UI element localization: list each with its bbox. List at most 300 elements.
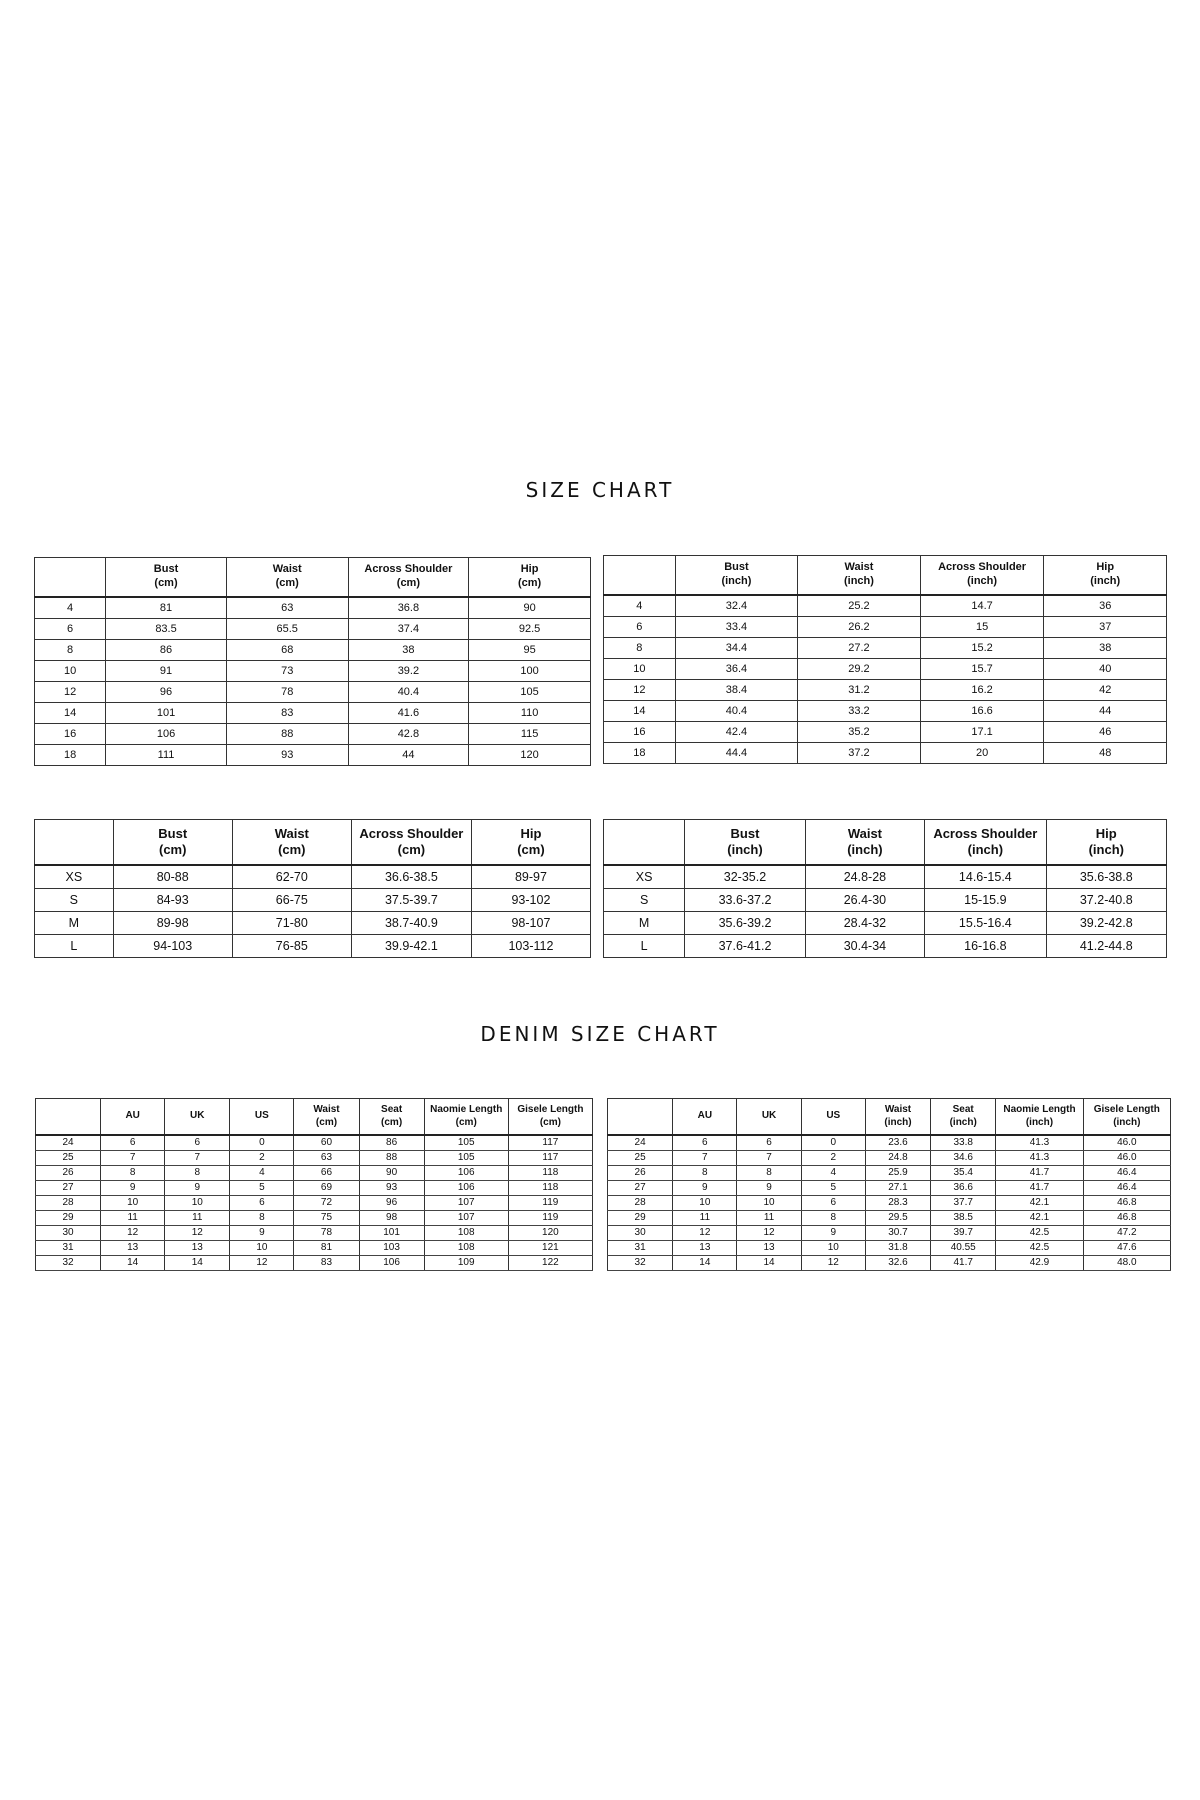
table-row	[608, 1166, 1171, 1181]
column-header-label: Waist	[847, 825, 883, 841]
table-cell: 36.6-38.5	[351, 865, 471, 889]
size-label-cell: 30	[36, 1226, 101, 1241]
table-cell: 37.2-40.8	[1046, 889, 1166, 912]
table-cell: 11	[101, 1211, 165, 1226]
column-header	[737, 1099, 801, 1136]
column-header-label: Across Shoulder	[359, 825, 464, 841]
table-cell: 40	[1044, 659, 1167, 680]
table-cell: 94-103	[113, 935, 232, 958]
table-cell: 33.8	[931, 1135, 996, 1151]
table-cell: 83	[294, 1256, 359, 1271]
column-header	[801, 1099, 865, 1136]
header-row	[35, 820, 591, 866]
table-cell: 9	[801, 1226, 865, 1241]
table-cell: 39.9-42.1	[351, 935, 471, 958]
table-row	[35, 865, 591, 889]
table-cell: 38.5	[931, 1211, 996, 1226]
table-cell: 41.2-44.8	[1046, 935, 1166, 958]
column-header-label: UK	[190, 1110, 205, 1122]
table-cell: 36.8	[348, 597, 469, 619]
column-header-label: AU	[125, 1110, 140, 1122]
table-cell: 42.8	[348, 724, 469, 745]
table-cell: 42.5	[996, 1241, 1083, 1256]
column-header-unit: (inch)	[1088, 842, 1124, 857]
table-cell: 6	[801, 1196, 865, 1211]
column-header-unit: (cm)	[396, 577, 421, 589]
table-cell: 26.4-30	[805, 889, 924, 912]
column-header-label: Naomie Length	[1003, 1104, 1076, 1115]
column-header-unit: (cm)	[381, 1116, 403, 1128]
column-header	[805, 820, 924, 866]
table-row	[35, 682, 591, 703]
column-header-unit: (inch)	[727, 842, 763, 857]
table-cell: 4	[230, 1166, 294, 1181]
column-header-label: Gisele Length	[1093, 1104, 1160, 1115]
table-cell: 6	[101, 1135, 165, 1151]
table-cell: 75	[294, 1211, 359, 1226]
column-header-label: Waist	[884, 1104, 912, 1115]
table-cell: 42.4	[675, 722, 798, 743]
table-cell: 35.4	[931, 1166, 996, 1181]
size-label-cell: L	[35, 935, 114, 958]
table-cell: 80-88	[113, 865, 232, 889]
table-cell: 63	[294, 1151, 359, 1166]
column-header-label: Hip	[520, 563, 539, 576]
table-row	[608, 1196, 1171, 1211]
table-cell: 8	[165, 1166, 230, 1181]
size-label-cell: 12	[35, 682, 106, 703]
table-row	[35, 724, 591, 745]
size-chart-title: SIZE CHART	[525, 478, 675, 502]
table-cell: 9	[737, 1181, 801, 1196]
column-header-unit: (cm)	[455, 1116, 477, 1128]
table-cell: 30.4-34	[805, 935, 924, 958]
table-cell: 12	[801, 1256, 865, 1271]
column-header	[36, 1099, 101, 1136]
column-header-unit: (cm)	[517, 842, 545, 857]
column-header	[865, 1099, 930, 1136]
table-cell: 6	[165, 1135, 230, 1151]
table-cell: 88	[226, 724, 348, 745]
table-cell: 118	[508, 1181, 592, 1196]
table-cell: 89-98	[113, 912, 232, 935]
table-cell: 23.6	[865, 1135, 930, 1151]
size-label-cell: M	[35, 912, 114, 935]
table-cell: 107	[424, 1211, 508, 1226]
table-cell: 4	[801, 1166, 865, 1181]
table-row	[36, 1196, 593, 1211]
table-cell: 34.6	[931, 1151, 996, 1166]
table-cell: 101	[106, 703, 227, 724]
table-cell: 41.7	[996, 1181, 1083, 1196]
column-header-unit: (cm)	[315, 1116, 338, 1128]
table-cell: 38.7-40.9	[351, 912, 471, 935]
column-header-label: Hip	[1095, 825, 1117, 841]
size-label-cell: 4	[35, 597, 106, 619]
column-header	[798, 556, 921, 596]
table-cell: 32.4	[675, 595, 798, 617]
table-row	[35, 745, 591, 766]
size-label-cell: 26	[36, 1166, 101, 1181]
table-cell: 117	[508, 1151, 592, 1166]
table-cell: 8	[801, 1211, 865, 1226]
size-label-cell: S	[604, 889, 685, 912]
table-cell: 40.4	[675, 701, 798, 722]
size-label-cell: 4	[604, 595, 676, 617]
column-header-unit: (inch)	[949, 1116, 977, 1128]
table-cell: 16.2	[920, 680, 1044, 701]
table-cell: 14	[165, 1256, 230, 1271]
table-cell: 15.5-16.4	[925, 912, 1046, 935]
table-row	[36, 1166, 593, 1181]
column-header	[508, 1099, 592, 1136]
size-label-cell: 28	[608, 1196, 673, 1211]
column-header-unit: (cm)	[159, 842, 187, 857]
column-header	[165, 1099, 230, 1136]
table-cell: 105	[469, 682, 591, 703]
table-cell: 27.2	[798, 638, 921, 659]
size-label-cell: 10	[35, 661, 106, 682]
table-row	[604, 743, 1167, 764]
size-label-cell: 26	[608, 1166, 673, 1181]
column-header-label: Hip	[520, 825, 542, 841]
table-cell: 31.2	[798, 680, 921, 701]
table-cell: 109	[424, 1256, 508, 1271]
column-header-label: Naomie Length	[430, 1104, 503, 1115]
table-cell: 13	[165, 1241, 230, 1256]
table-cell: 37.5-39.7	[351, 889, 471, 912]
table-cell: 105	[424, 1151, 508, 1166]
table-cell: 68	[226, 640, 348, 661]
table-cell: 29.5	[865, 1211, 930, 1226]
table-cell: 119	[508, 1196, 592, 1211]
table-cell: 24.8-28	[805, 865, 924, 889]
table-cell: 96	[106, 682, 227, 703]
column-header-label: Bust	[724, 561, 749, 574]
size-label-cell: 25	[608, 1151, 673, 1166]
table-cell: 108	[424, 1226, 508, 1241]
table-cell: 17.1	[920, 722, 1044, 743]
table-cell: 25.9	[865, 1166, 930, 1181]
size-label-cell: XS	[604, 865, 685, 889]
table-cell: 12	[165, 1226, 230, 1241]
table-row	[35, 640, 591, 661]
table-cell: 11	[673, 1211, 737, 1226]
table-cell: 42	[1044, 680, 1167, 701]
table-cell: 15.7	[920, 659, 1044, 680]
table-cell: 103-112	[471, 935, 590, 958]
column-header-label: Seat	[381, 1104, 403, 1115]
column-header-unit: (inch)	[721, 575, 752, 587]
table-cell: 84-93	[113, 889, 232, 912]
table-cell: 93	[359, 1181, 424, 1196]
size-label-cell: 30	[608, 1226, 673, 1241]
table-cell: 101	[359, 1226, 424, 1241]
column-header-label: Bust	[158, 825, 188, 841]
table-row	[608, 1226, 1171, 1241]
size-label-cell: 27	[608, 1181, 673, 1196]
table-cell: 11	[165, 1211, 230, 1226]
table-cell: 90	[359, 1166, 424, 1181]
table-row	[604, 889, 1167, 912]
header-row	[608, 1099, 1171, 1136]
column-header	[604, 556, 676, 596]
table-cell: 10	[737, 1196, 801, 1211]
table-cell: 93-102	[471, 889, 590, 912]
table-row	[35, 912, 591, 935]
size-label-cell: 12	[604, 680, 676, 701]
table-cell: 42.9	[996, 1256, 1083, 1271]
table-cell: 117	[508, 1135, 592, 1151]
table-cell: 46.4	[1083, 1181, 1170, 1196]
table-cell: 39.2-42.8	[1046, 912, 1166, 935]
size-label-cell: 32	[608, 1256, 673, 1271]
column-header-unit: (cm)	[539, 1116, 561, 1128]
table-cell: 46.0	[1083, 1135, 1170, 1151]
table-row	[604, 865, 1167, 889]
numeric-size-inch-table	[603, 555, 1167, 764]
table-cell: 6	[230, 1196, 294, 1211]
table-cell: 119	[508, 1211, 592, 1226]
table-row	[35, 661, 591, 682]
table-row	[35, 597, 591, 619]
table-cell: 28.3	[865, 1196, 930, 1211]
column-header-label: Waist	[274, 825, 309, 841]
column-header	[604, 820, 685, 866]
table-cell: 41.3	[996, 1151, 1083, 1166]
table-cell: 47.2	[1083, 1226, 1170, 1241]
size-label-cell: 31	[36, 1241, 101, 1256]
table-row	[604, 638, 1167, 659]
column-header	[35, 558, 106, 598]
table-cell: 20	[920, 743, 1044, 764]
table-cell: 15-15.9	[925, 889, 1046, 912]
table-cell: 8	[230, 1211, 294, 1226]
table-cell: 10	[801, 1241, 865, 1256]
table-row	[604, 935, 1167, 958]
column-header	[925, 820, 1046, 866]
table-cell: 33.4	[675, 617, 798, 638]
column-header-unit: (cm)	[154, 577, 178, 589]
column-header-label: Seat	[952, 1104, 974, 1115]
column-header-label: Gisele Length	[517, 1104, 584, 1115]
column-header	[685, 820, 805, 866]
size-label-cell: 6	[604, 617, 676, 638]
table-cell: 14	[737, 1256, 801, 1271]
column-header-unit: (inch)	[1090, 575, 1121, 587]
column-header	[1046, 820, 1166, 866]
alpha-size-cm-table	[34, 819, 591, 958]
table-cell: 96	[359, 1196, 424, 1211]
table-cell: 40.55	[931, 1241, 996, 1256]
table-row	[608, 1135, 1171, 1151]
table-cell: 66-75	[232, 889, 351, 912]
table-cell: 14.6-15.4	[925, 865, 1046, 889]
size-label-cell: 10	[604, 659, 676, 680]
table-cell: 0	[230, 1135, 294, 1151]
column-header	[101, 1099, 165, 1136]
table-cell: 41.7	[931, 1256, 996, 1271]
table-cell: 48	[1044, 743, 1167, 764]
size-label-cell: 8	[604, 638, 676, 659]
column-header-unit: (cm)	[517, 577, 542, 589]
table-cell: 10	[101, 1196, 165, 1211]
table-cell: 25.2	[798, 595, 921, 617]
table-cell: 47.6	[1083, 1241, 1170, 1256]
denim-size-chart-title: DENIM SIZE CHART	[480, 1022, 720, 1046]
table-cell: 9	[101, 1181, 165, 1196]
table-cell: 72	[294, 1196, 359, 1211]
table-cell: 11	[737, 1211, 801, 1226]
denim-size-cm-table	[35, 1098, 593, 1271]
size-label-cell: 29	[36, 1211, 101, 1226]
table-cell: 106	[359, 1256, 424, 1271]
table-cell: 69	[294, 1181, 359, 1196]
column-header-label: UK	[761, 1110, 777, 1122]
header-row	[604, 556, 1167, 596]
column-header	[226, 558, 348, 598]
table-cell: 8	[101, 1166, 165, 1181]
column-header	[230, 1099, 294, 1136]
table-cell: 46	[1044, 722, 1167, 743]
table-cell: 15	[920, 617, 1044, 638]
table-cell: 10	[230, 1241, 294, 1256]
table-cell: 44	[1044, 701, 1167, 722]
table-cell: 31.8	[865, 1241, 930, 1256]
table-row	[608, 1151, 1171, 1166]
table-cell: 105	[424, 1135, 508, 1151]
alpha-size-inch-table	[603, 819, 1167, 958]
column-header-label: Waist	[272, 563, 302, 576]
table-cell: 41.6	[348, 703, 469, 724]
table-row	[604, 701, 1167, 722]
size-label-cell: 8	[35, 640, 106, 661]
column-header	[931, 1099, 996, 1136]
column-header-unit: (inch)	[1113, 1116, 1141, 1128]
table-cell: 78	[294, 1226, 359, 1241]
table-cell: 63	[226, 597, 348, 619]
column-header-unit: (inch)	[1025, 1116, 1054, 1128]
size-label-cell: XS	[35, 865, 114, 889]
table-cell: 106	[424, 1181, 508, 1196]
table-row	[35, 889, 591, 912]
table-cell: 37	[1044, 617, 1167, 638]
table-cell: 32.6	[865, 1256, 930, 1271]
table-cell: 78	[226, 682, 348, 703]
table-cell: 36	[1044, 595, 1167, 617]
table-cell: 13	[101, 1241, 165, 1256]
table-cell: 73	[226, 661, 348, 682]
table-cell: 7	[101, 1151, 165, 1166]
table-cell: 0	[801, 1135, 865, 1151]
table-row	[35, 619, 591, 640]
size-label-cell: L	[604, 935, 685, 958]
table-cell: 29.2	[798, 659, 921, 680]
table-cell: 111	[106, 745, 227, 766]
column-header	[673, 1099, 737, 1136]
table-cell: 37.7	[931, 1196, 996, 1211]
table-cell: 81	[294, 1241, 359, 1256]
table-cell: 24.8	[865, 1151, 930, 1166]
table-row	[608, 1211, 1171, 1226]
table-cell: 39.2	[348, 661, 469, 682]
table-cell: 26.2	[798, 617, 921, 638]
column-header-unit: (inch)	[884, 1116, 912, 1128]
table-cell: 9	[673, 1181, 737, 1196]
column-header-unit: (inch)	[967, 842, 1004, 857]
column-header-unit: (inch)	[967, 575, 998, 587]
table-cell: 103	[359, 1241, 424, 1256]
table-cell: 5	[801, 1181, 865, 1196]
table-cell: 33.6-37.2	[685, 889, 805, 912]
table-cell: 32-35.2	[685, 865, 805, 889]
table-row	[36, 1226, 593, 1241]
table-cell: 35.6-39.2	[685, 912, 805, 935]
table-row	[604, 680, 1167, 701]
column-header-label: Across Shoulder	[364, 563, 453, 576]
table-cell: 7	[737, 1151, 801, 1166]
table-cell: 65.5	[226, 619, 348, 640]
table-cell: 46.4	[1083, 1166, 1170, 1181]
table-cell: 5	[230, 1181, 294, 1196]
column-header	[424, 1099, 508, 1136]
column-header	[608, 1099, 673, 1136]
table-cell: 106	[424, 1166, 508, 1181]
table-cell: 62-70	[232, 865, 351, 889]
table-cell: 16.6	[920, 701, 1044, 722]
table-cell: 98	[359, 1211, 424, 1226]
table-cell: 46.8	[1083, 1196, 1170, 1211]
column-header-unit: (cm)	[275, 577, 299, 589]
numeric-size-cm-table	[34, 557, 591, 766]
column-header	[920, 556, 1044, 596]
table-cell: 38	[348, 640, 469, 661]
size-label-cell: 31	[608, 1241, 673, 1256]
column-header	[469, 558, 591, 598]
column-header	[106, 558, 227, 598]
table-cell: 37.2	[798, 743, 921, 764]
table-cell: 28.4-32	[805, 912, 924, 935]
table-cell: 90	[469, 597, 591, 619]
table-row	[604, 659, 1167, 680]
size-label-cell: 27	[36, 1181, 101, 1196]
table-cell: 35.2	[798, 722, 921, 743]
table-cell: 44.4	[675, 743, 798, 764]
table-cell: 12	[673, 1226, 737, 1241]
size-label-cell: 24	[608, 1135, 673, 1151]
table-cell: 42.1	[996, 1196, 1083, 1211]
table-row	[36, 1256, 593, 1271]
table-cell: 83.5	[106, 619, 227, 640]
size-label-cell: 14	[604, 701, 676, 722]
column-header-label: Hip	[1096, 561, 1115, 574]
column-header-unit: (inch)	[843, 575, 874, 587]
size-label-cell: 14	[35, 703, 106, 724]
table-cell: 9	[165, 1181, 230, 1196]
table-cell: 10	[165, 1196, 230, 1211]
table-cell: 71-80	[232, 912, 351, 935]
table-cell: 9	[230, 1226, 294, 1241]
table-cell: 46.0	[1083, 1151, 1170, 1166]
table-cell: 12	[101, 1226, 165, 1241]
table-row	[36, 1135, 593, 1151]
table-cell: 118	[508, 1166, 592, 1181]
size-label-cell: 6	[35, 619, 106, 640]
table-cell: 98-107	[471, 912, 590, 935]
column-header	[348, 558, 469, 598]
column-header-unit: (inch)	[847, 842, 883, 857]
table-row	[604, 595, 1167, 617]
